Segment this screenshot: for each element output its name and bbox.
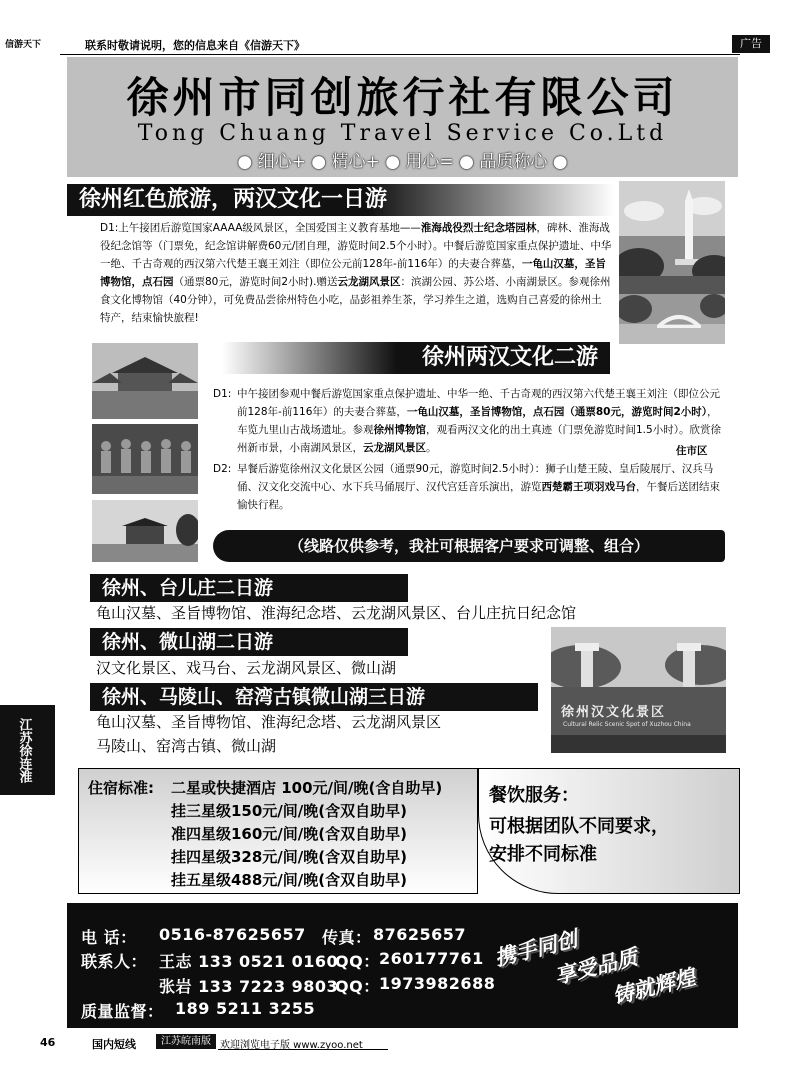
region-side-tab: 江苏徐连淮 [0,705,55,795]
lodging-label: 住宿标准: [88,779,154,797]
magazine-logo: 信游天下 [5,40,42,50]
tour2-day1-label: D1: [213,388,232,400]
contact-person-2: 张岩 133 7223 9803 [159,977,339,996]
tour5-title: 徐州、马陵山、窑湾古镇微山湖三日游 [90,683,538,711]
tour3-title: 徐州、台儿庄二日游 [90,574,408,602]
lodging-line: 二星或快捷酒店 100元/间/晚(含自助早) [171,779,443,797]
lodging-line: 挂三星级150元/间/晚(含双自助早) [171,802,407,820]
park-sign-text-en: Cultural Relic Scenic Spot of Xuzhou China [563,721,691,728]
lodging-line: 挂四星级328元/间/晚(含双自助早) [171,848,407,866]
motto-line-3: 铸就辉煌 [610,965,698,1009]
contact-person-label: 联系人： [81,952,148,971]
tour2-day2-description: 早餐后游览徐州汉文化景区公园（通票90元，游览时间2.5小时）：狮子山楚王陵、皇后陵展厅、汉兵马俑、汉文化交流中心、水下兵马俑展厅、汉代宫廷音乐演出，游览西楚霸王项羽戏马台，午餐后送团结束愉快行程。 [237,463,720,511]
motto-line-2: 享受品质 [552,945,640,989]
tour1-title: 徐州红色旅游，两汉文化一日游 [67,184,615,216]
lodging-line: 准四星级160元/间/晚(含双自助早) [171,825,407,843]
han-culture-park-photo [551,627,726,753]
tour1-description: D1:上午接团后游览国家AAAA级风景区，全国爱国主义教育基地——淮海战役烈士纪念塔园林，碑林、淮海战役纪念馆等（门票免，纪念馆讲解费60元/团自理，游览时间2.5个小时）。中餐后游览国家重点保护遗址、中华一绝、千古奇观的西汉第六代楚王襄王刘注（即位公元前128年-前116年）的夫妻合葬墓，一龟山汉墓，圣旨博物馆，点石园（通票80元，游览时间2小时).赠送云龙湖风景区：滨湖公园、苏公塔、小南湖景区。参观徐州食文化博物馆（40分钟），可免费品尝徐州特色小吃，品彭祖养生茶，学习养生之道，选购自己喜爱的徐州土特产，结束愉快旅程! [100,222,612,324]
terracotta-army-photo [92,424,198,494]
dining-service-box [478,768,740,894]
tour5-sites-2: 马陵山、窑湾古镇、微山湖 [96,737,277,755]
section-name: 国内短线 [92,1038,136,1051]
tour4-title: 徐州、微山湖二日游 [90,628,408,656]
qq-label-1: QQ： [335,952,380,971]
contact-panel [67,903,738,1028]
motto-line-1: 携手同创 [492,927,580,971]
lodging-standards-box [78,768,478,894]
qq-number-1: 260177761 [379,949,484,968]
tour2-day1-description: 中午接团参观中餐后游览国家重点保护遗址、中华一绝、千古奇观的西汉第六代楚王襄王刘注（即位公元前128年-前116年）的夫妻合葬墓，一龟山汉墓，圣旨博物馆，点石园（通票80元，游览时间2小时），车览九里山古战场遗址。参观徐州博物馆，观看两汉文化的出土真迹（门票免游览时间1.5小时）。欣赏徐州新市景，小南湖风景区，云龙湖风景区。 [237,388,721,454]
pavilion-photo [92,500,198,562]
tour2-day2-label: D2: [213,463,232,475]
qq-label-2: QQ： [335,977,380,996]
website-link[interactable]: 欢迎浏览电子版 www.zyoo.net [220,1040,363,1051]
temple-photo [92,343,198,419]
tour3-sites: 龟山汉墓、圣旨博物馆、淮海纪念塔、云龙湖风景区、台儿庄抗日纪念馆 [96,604,577,622]
fax-label: 传真： [322,928,372,947]
qq-number-2: 1973982688 [379,974,496,993]
company-name: 徐州市同创旅行社有限公司 [126,73,679,122]
company-header [67,57,738,177]
lodging-line: 挂五星级488元/间/晚(含双自助早) [171,871,407,889]
memorial-tower-photo [619,181,725,294]
source-notice: 联系时敬请说明，您的信息来自《信游天下》 [85,39,305,52]
park-sign-text: 徐州汉文化景区 [561,705,667,720]
tour2-day1-stay: 住市区 [676,445,708,457]
phone-label: 电 话： [81,928,137,947]
itinerary-note: （线路仅供参考，我社可根据客户要求可调整、组合） [213,530,725,562]
lake-bridge-photo [619,294,725,344]
fax-number: 87625657 [373,925,467,944]
footer-rule [218,1049,388,1050]
quality-supervision-label: 质量监督： [81,1002,164,1021]
company-name-en: Tong Chuang Travel Service Co.Ltd [137,121,668,146]
tour2-title: 徐州两汉文化二游 [222,342,610,374]
dining-description: 可根据团队不同要求， 安排不同标准 [489,816,669,865]
company-slogan: ● 细心+ ● 精心+ ● 用心= ● 品质称心 ● [237,152,568,172]
tour4-sites: 汉文化景区、戏马台、云龙湖风景区、微山湖 [96,659,397,677]
phone-number: 0516-87625657 [159,925,306,944]
dining-title: 餐饮服务： [489,785,579,806]
contact-person-1: 王志 133 0521 0160 [159,952,339,971]
edition-badge: 江苏皖南版 [156,1034,216,1049]
quality-supervision-number: 189 5211 3255 [175,999,316,1018]
tour5-sites-1: 龟山汉墓、圣旨博物馆、淮海纪念塔、云龙湖风景区 [96,713,442,731]
page-number: 46 [40,1036,56,1049]
ad-badge: 广告 [732,35,770,53]
